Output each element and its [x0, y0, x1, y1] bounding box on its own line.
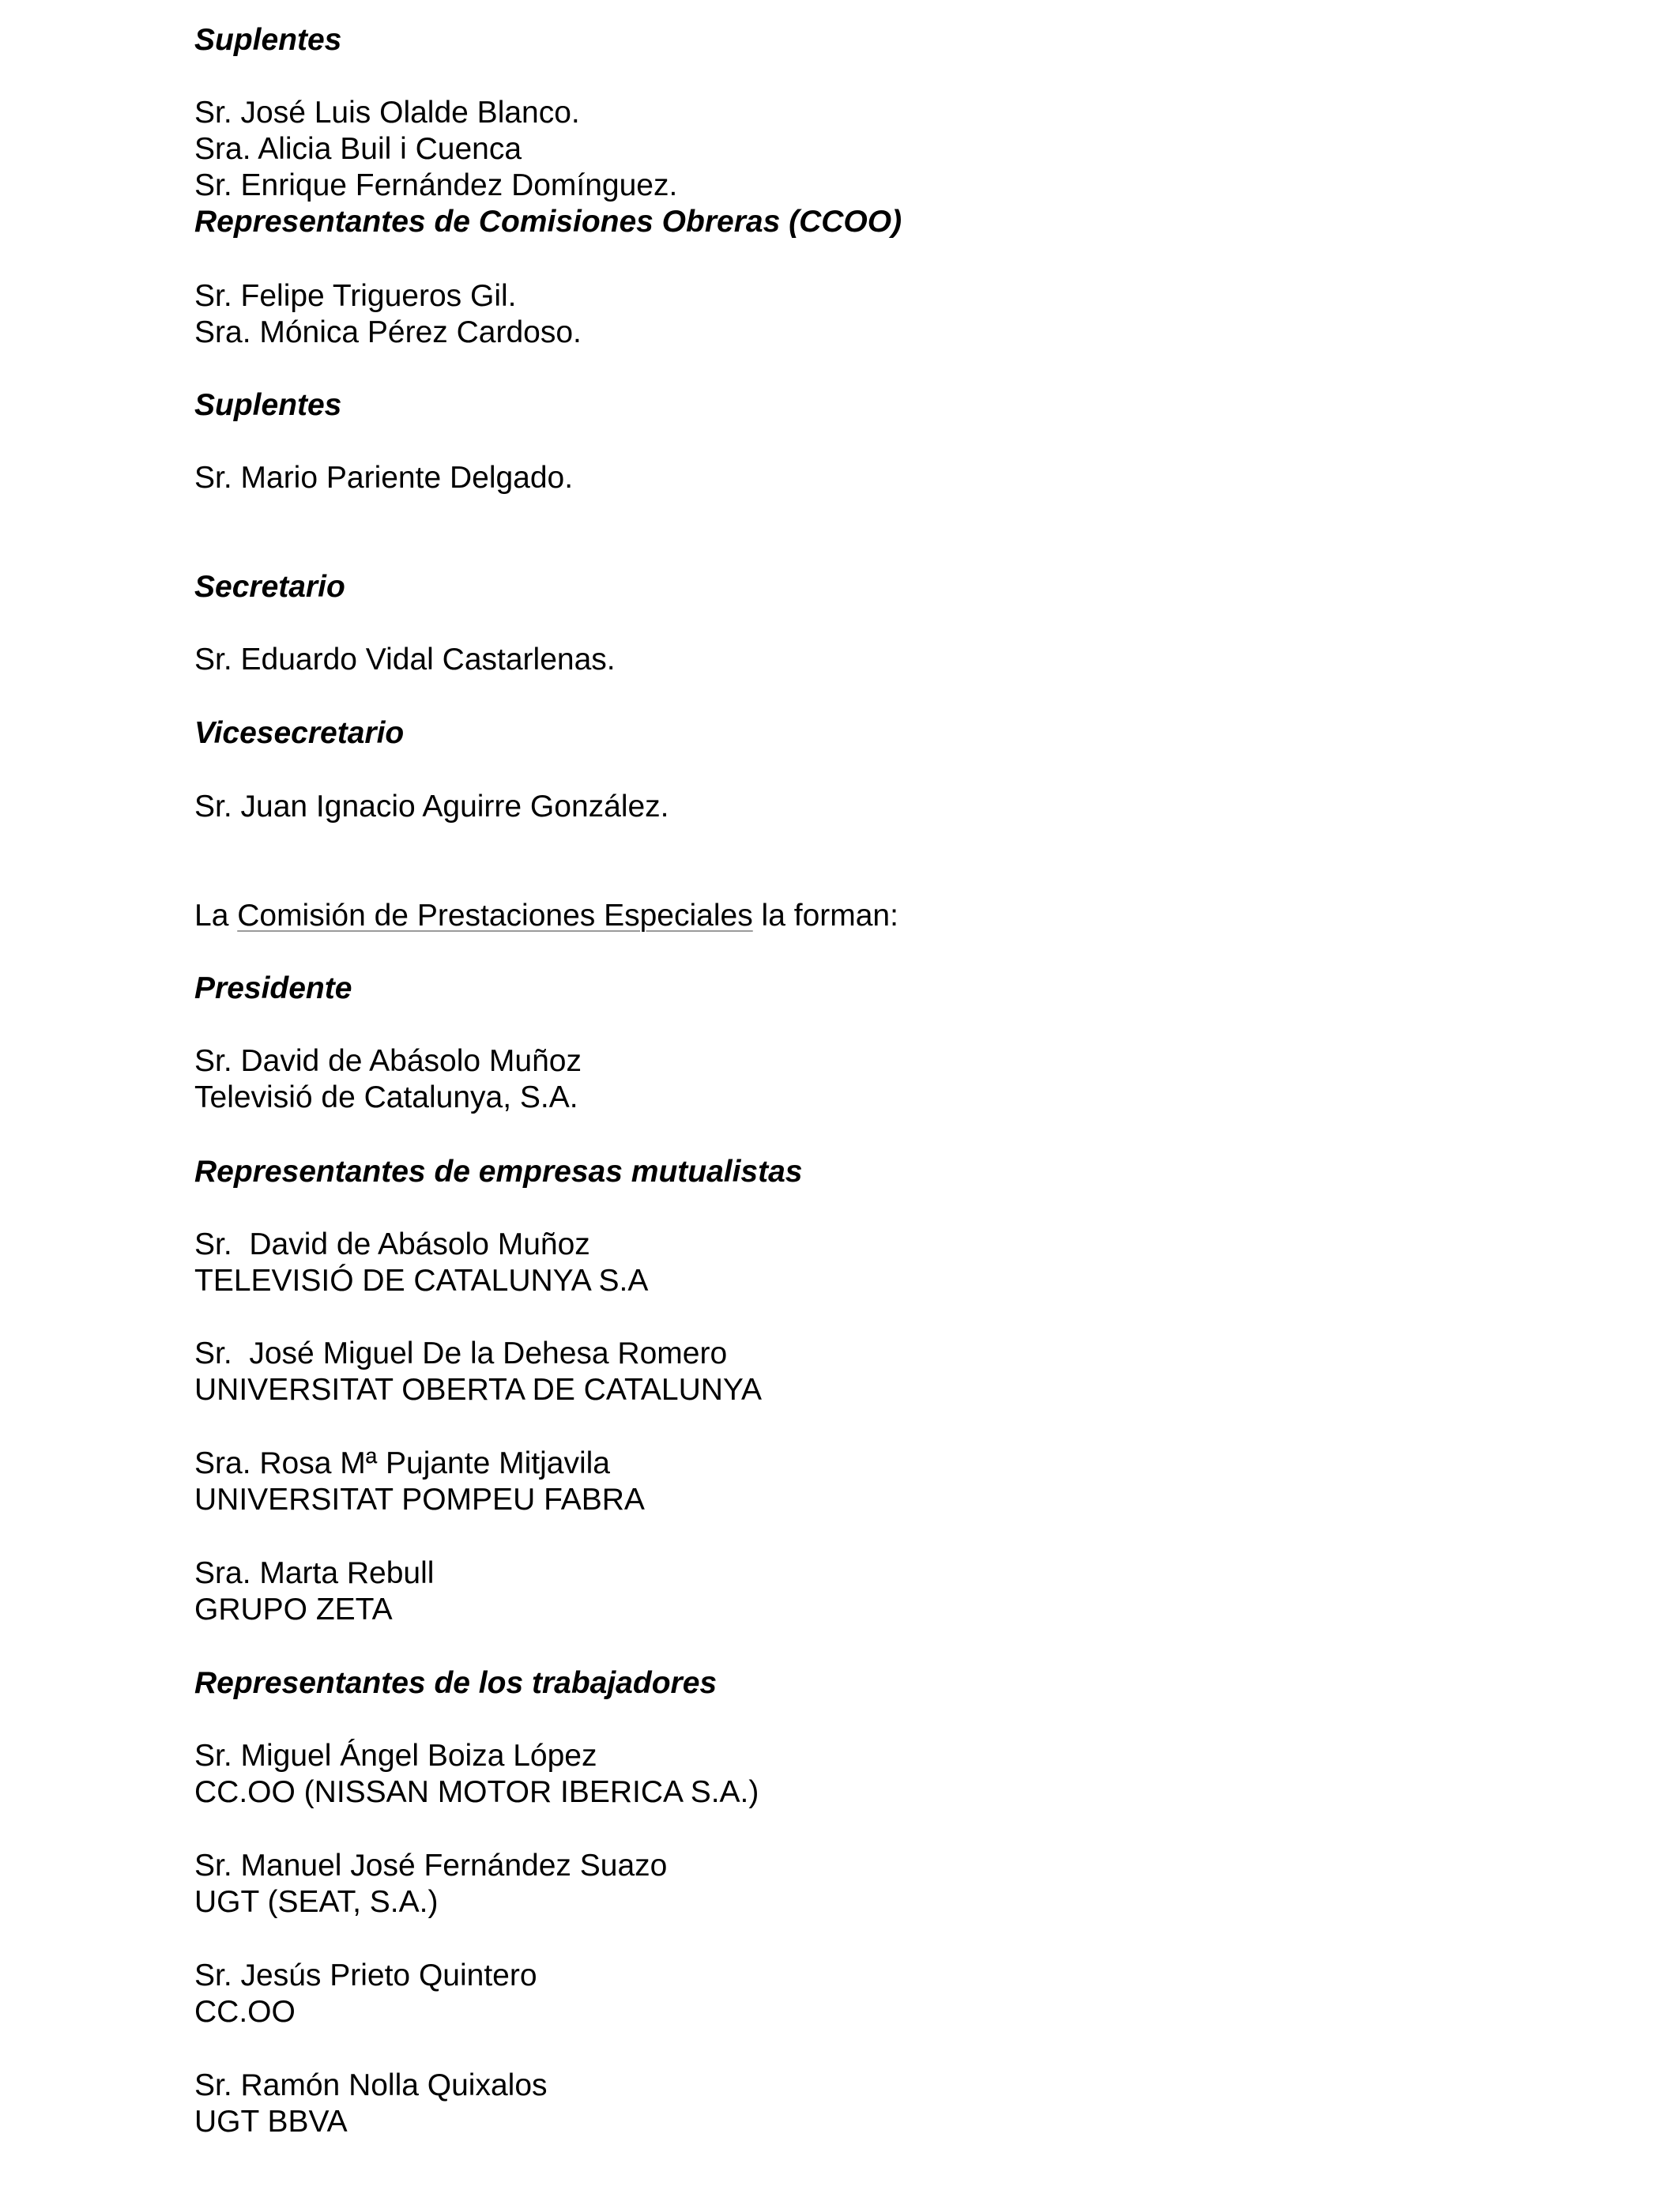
member-name: Sra. Alicia Buil i Cuenca: [194, 132, 522, 166]
presidente-name: Sr. David de Abásolo Muñoz: [194, 1044, 582, 1078]
representative-org: TELEVISIÓ DE CATALUNYA S.A: [194, 1264, 649, 1298]
presidente-heading: Presidente: [194, 971, 352, 1005]
commission-intro: [194, 898, 898, 934]
commission-link[interactable]: Comisión de Prestaciones Especiales: [237, 899, 753, 933]
representative-org: UGT (SEAT, S.A.): [194, 1885, 439, 1919]
representative-name: Sra. Rosa Mª Pujante Mitjavila: [194, 1446, 610, 1480]
intro-prefix: La: [194, 899, 238, 933]
representative-name: Sr. Miguel Ángel Boiza López: [194, 1739, 597, 1773]
representative-name: Sra. Marta Rebull: [194, 1556, 435, 1590]
trabajadores-heading: Representantes de los trabajadores: [194, 1666, 718, 1700]
member-name: Sra. Mónica Pérez Cardoso.: [194, 315, 582, 349]
member-name: Sr. Mario Pariente Delgado.: [194, 461, 574, 495]
representative-org: GRUPO ZETA: [194, 1593, 393, 1627]
representative-name: Sr. Jesús Prieto Quintero: [194, 1958, 537, 1992]
representative-name: Sr. Manuel José Fernández Suazo: [194, 1849, 668, 1883]
intro-suffix: la forman:: [752, 899, 898, 933]
suplentes-heading: Suplentes: [194, 388, 342, 422]
representative-org: UGT BBVA: [194, 2105, 348, 2139]
member-name: Sr. José Luis Olalde Blanco.: [194, 96, 580, 130]
ccoo-heading: Representantes de Comisiones Obreras (CCOO): [194, 205, 902, 239]
representative-name: Sr. José Miguel De la Dehesa Romero: [194, 1336, 728, 1370]
secretario-heading: Secretario: [194, 570, 345, 604]
vicesecretario-name: Sr. Juan Ignacio Aguirre González.: [194, 790, 669, 824]
representative-name: Sr. Ramón Nolla Quixalos: [194, 2068, 548, 2102]
presidente-company: Televisió de Catalunya, S.A.: [194, 1080, 578, 1114]
member-name: Sr. Enrique Fernández Domínguez.: [194, 168, 678, 202]
representative-org: CC.OO (NISSAN MOTOR IBERICA S.A.): [194, 1775, 759, 1809]
representative-org: UNIVERSITAT OBERTA DE CATALUNYA: [194, 1373, 763, 1407]
suplentes-heading: Suplentes: [194, 23, 342, 57]
representative-org: CC.OO: [194, 1995, 296, 2029]
secretario-name: Sr. Eduardo Vidal Castarlenas.: [194, 643, 616, 677]
empresas-heading: Representantes de empresas mutualistas: [194, 1155, 803, 1189]
representative-org: UNIVERSITAT POMPEU FABRA: [194, 1483, 645, 1517]
member-name: Sr. Felipe Trigueros Gil.: [194, 279, 517, 313]
representative-name: Sr. David de Abásolo Muñoz: [194, 1227, 590, 1261]
vicesecretario-heading: Vicesecretario: [194, 716, 405, 750]
